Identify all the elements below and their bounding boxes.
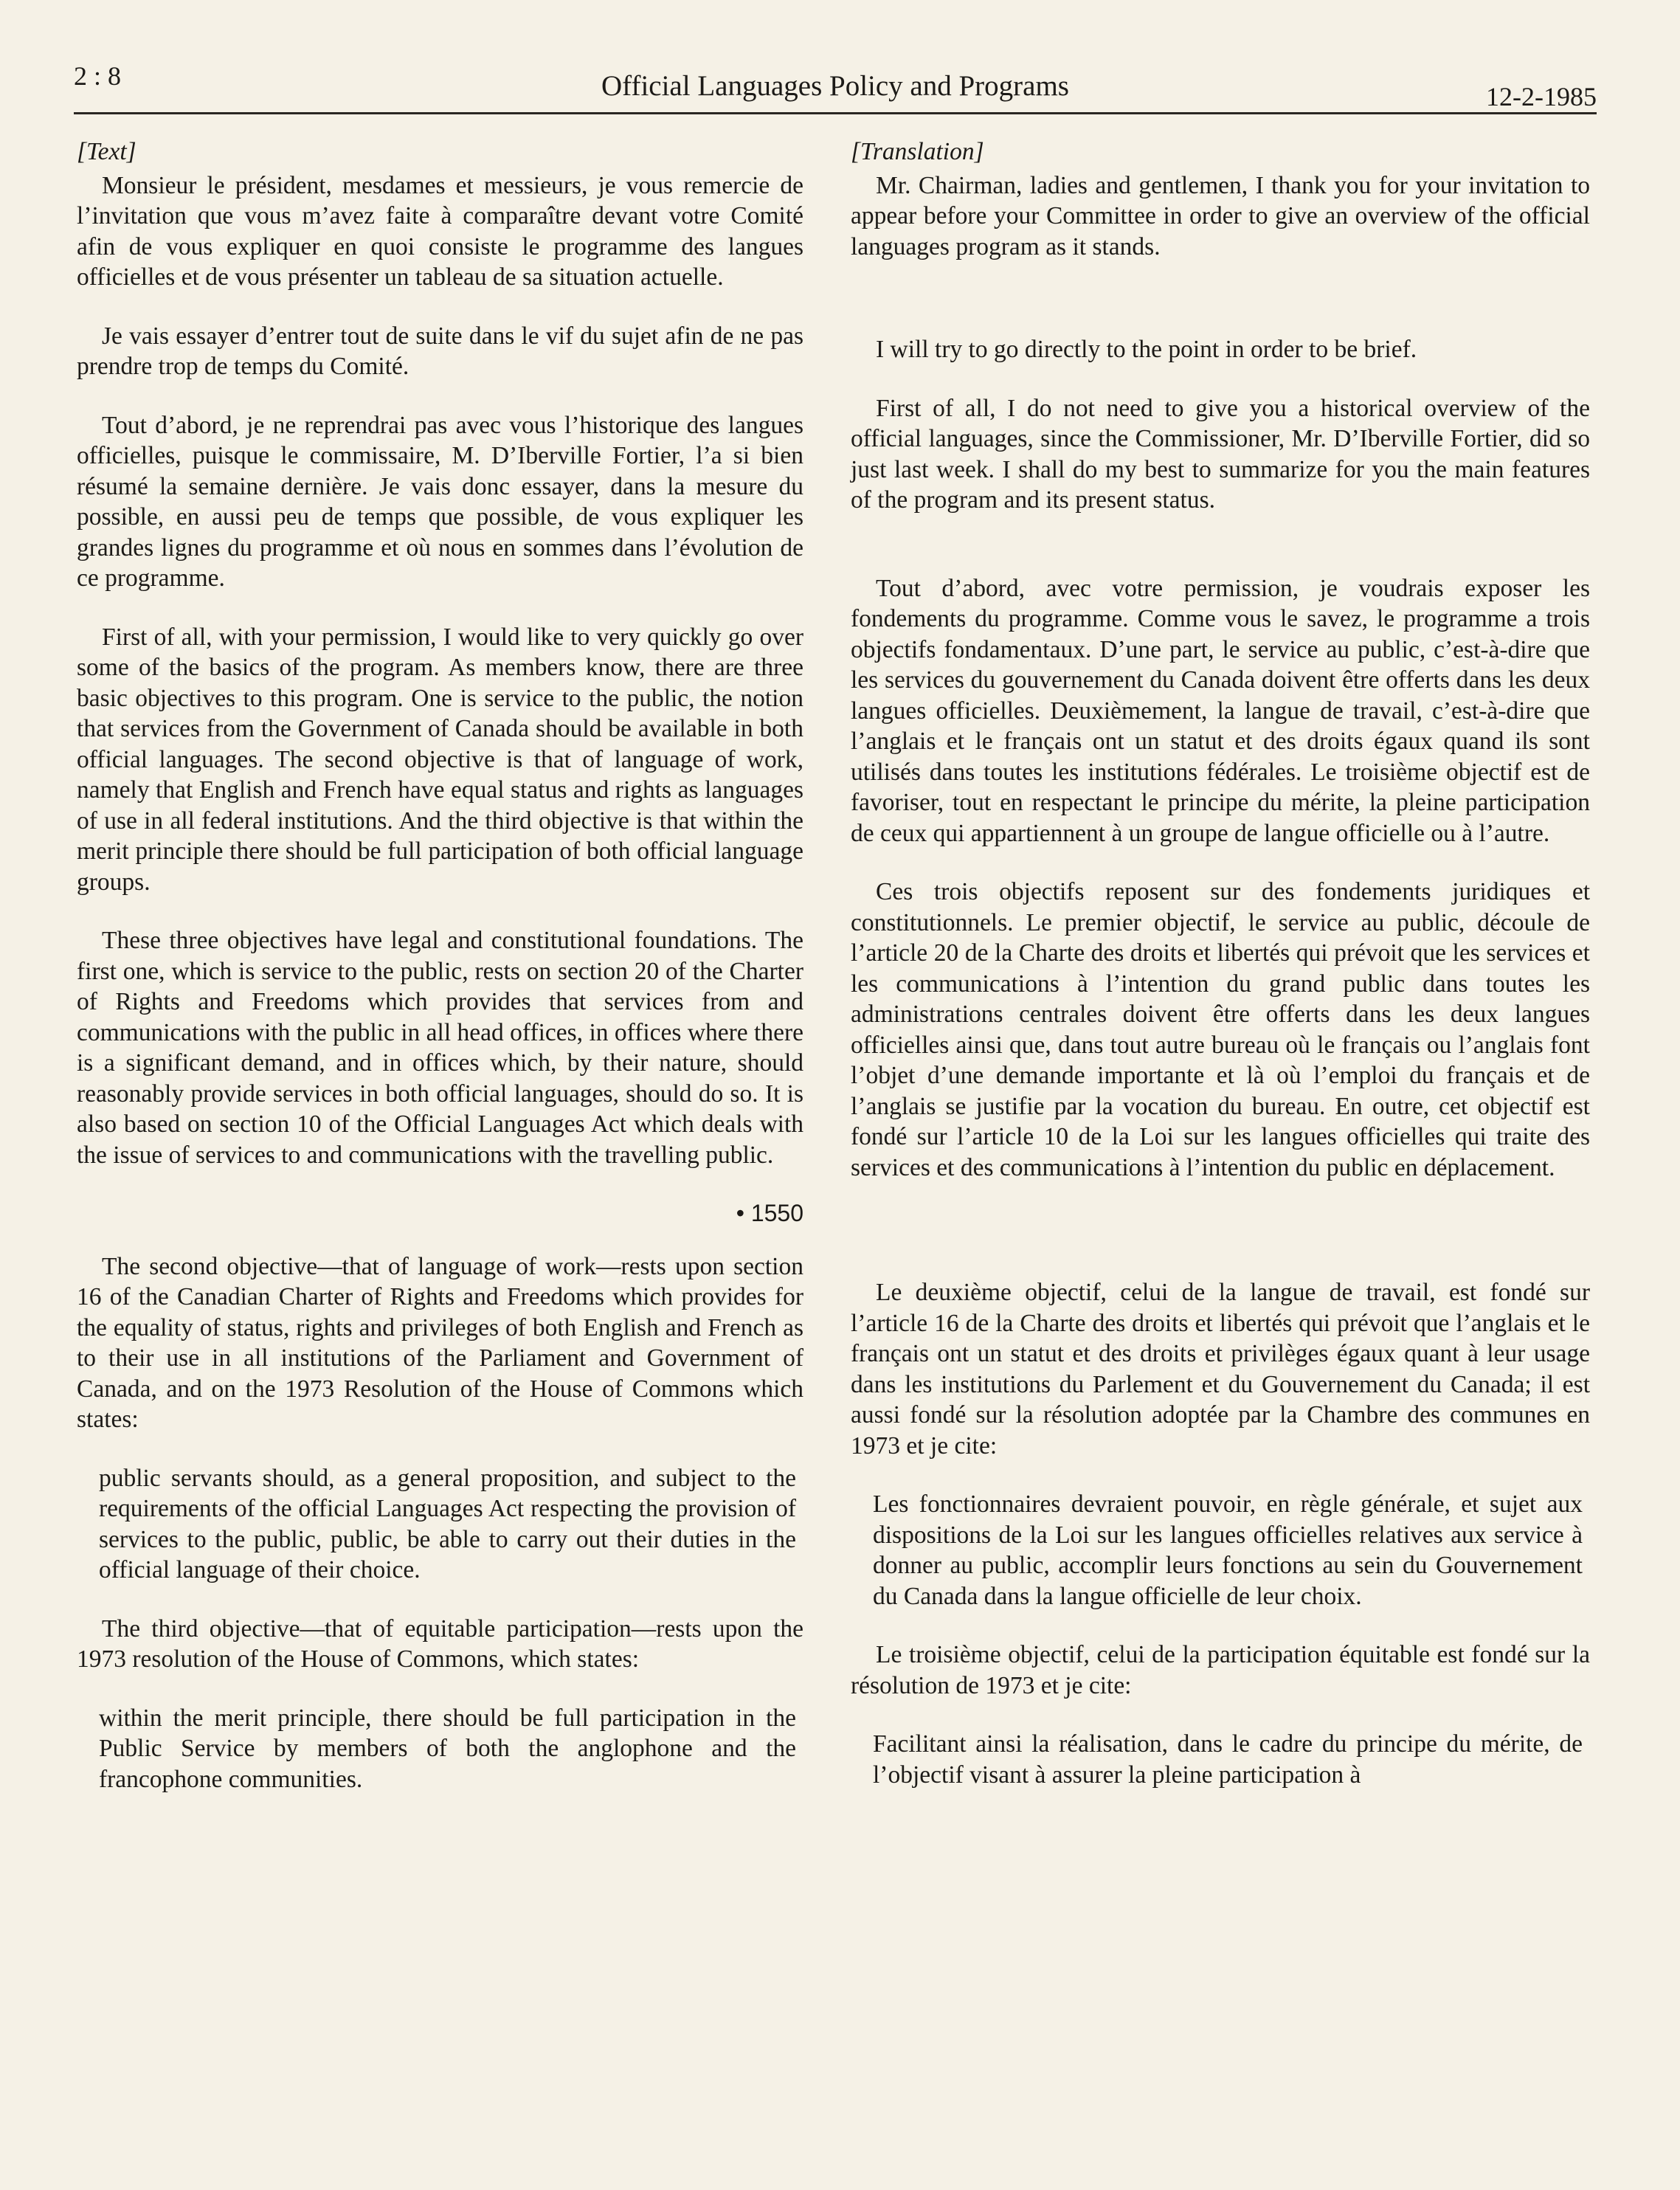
page-header	[74, 59, 1597, 114]
left-paragraph-3: Tout d’abord, je ne reprendrai pas avec vous l’historique des langues officielles, puisque le commissaire, M. D’Iberville Fortier, l’a si bien résumé la semaine dernière. Je vais donc essayer, dans la mesure du possible, en aussi peu de temps que possible, de vous expliquer les grandes lignes du programme et où nous en sommes dans l’évolution de ce programme.	[77, 411, 803, 592]
right-paragraph-3: First of all, I do not need to give you a historical overview of the official languages, since the Commissioner, Mr. D’Iberville Fortier, did so just last week. I shall do my best to summarize for you the main features of the program and its present status.	[851, 394, 1590, 514]
right-paragraph-1: Mr. Chairman, ladies and gentlemen, I thank you for your invitation to appear before your Committee in order to give an overview of the official languages program as it stands.	[851, 171, 1590, 260]
right-paragraph-7: Le troisième objectif, celui de la participation équitable est fondé sur la résolution de 1973 et je cite:	[851, 1641, 1590, 1699]
right-column-translation	[851, 137, 1590, 1818]
time-marker: • 1550	[736, 1200, 803, 1226]
left-quote-2: within the merit principle, there should be full participation in the Public Service by members of both the anglophone and the francophone communities.	[99, 1704, 796, 1793]
spacer	[851, 544, 1590, 573]
running-title: Official Languages Policy and Programs	[601, 70, 1069, 102]
right-quote-2: Facilitant ainsi la réalisation, dans le cadre du principe du mérite, de l’objectif visant à assurer la pleine participation à	[873, 1730, 1583, 1789]
header-rule	[74, 112, 1597, 114]
spacer	[851, 290, 1590, 334]
right-paragraph-2: I will try to go directly to the point in order to be brief.	[876, 336, 1417, 363]
text-tag: [Text]	[77, 138, 136, 165]
translation-tag: [Translation]	[851, 138, 984, 165]
left-quote-1: public servants should, as a general proposition, and subject to the requirements of the official Languages Act respecting the provision of services to the public, public, be able to carry out their duties in the official language of their choice.	[99, 1464, 796, 1583]
left-paragraph-4: First of all, with your permission, I would like to very quickly go over some of the basics of the program. As members know, there are three basic objectives to this program. One is service to the public, the notion that services from the Government of Canada should be available in both official languages. The second objective is that of language of work, namely that English and French have equal status and rights as languages of use in all federal institutions. And the third objective is that within the merit principle there should be full participation of both official language groups.	[77, 623, 803, 896]
left-paragraph-5: These three objectives have legal and constitutional foundations. The first one, which is service to the public, rests on section 20 of the Charter of Rights and Freedoms which provides that services from and communications with the public in all head offices, in offices where there is a significant demand, and in offices which, by their nature, should reasonably provide services in both official languages, should do so. It is also based on section 10 of the Official Languages Act which deals with the issue of services to and communications with the travelling public.	[77, 927, 803, 1169]
right-paragraph-6: Le deuxième objectif, celui de la langue de travail, est fondé sur l’article 16 de la Charte des droits et libertés qui prévoit que l’anglais et le français ont un statut et des droits et privilèges égaux quant à leur usage dans les institutions du Parlement et du Gouvernement du Canada; il est aussi fondé sur la résolution adoptée par la Chambre des communes en 1973 et je cite:	[851, 1279, 1590, 1460]
right-paragraph-5: Ces trois objectifs reposent sur des fondements juridiques et constitutionnels. Le premier objectif, le service au public, découle de l’article 20 de la Charte des droits et libertés qui prévoit que les services et les communications à l’intention du grand public dans toutes les administrations centrales doivent être offerts dans les deux langues officielles ainsi que, dans tout autre bureau où le français ou l’anglais font l’objet d’une demande importante et là où l’emploi du français et de l’anglais se justifie par la vocation du bureau. En outre, cet objectif est fondé sur l’article 10 de la Loi sur les langues officielles qui traite des services et des communications à l’intention du public en déplacement.	[851, 878, 1590, 1181]
right-quote-1: Les fonctionnaires devraient pouvoir, en règle générale, et sujet aux dispositions de la Loi sur les langues officielles relatives aux service à donner au public, accomplir leurs fonctions au sein du Gouvernement du Canada dans la langue officielle de leur choix.	[873, 1490, 1583, 1610]
left-paragraph-1: Monsieur le président, mesdames et messieurs, je vous remercie de l’invitation que vous m’avez faite à comparaître devant votre Comité afin de vous expliquer en quoi consiste le programme des langues officielles et de vous présenter un tableau de sa situation actuelle.	[77, 171, 803, 291]
left-paragraph-6: The second objective—that of language of work—rests upon section 16 of the Canadian Charter of Rights and Freedoms which provides for the equality of status, rights and privileges of both English and French as to their use in all institutions of the Parliament and Government of Canada, and on the 1973 Resolution of the House of Commons which states:	[77, 1252, 803, 1433]
header-date: 12-2-1985	[1486, 82, 1597, 111]
page-number: 2 : 8	[74, 61, 122, 91]
left-paragraph-7: The third objective—that of equitable participation—rests upon the 1973 resolution of the House of Commons, which states:	[77, 1614, 803, 1673]
left-paragraph-2: Je vais essayer d’entrer tout de suite dans le vif du sujet afin de ne pas prendre trop de temps du Comité.	[77, 322, 803, 380]
left-column-text	[77, 137, 803, 1823]
right-paragraph-4: Tout d’abord, avec votre permission, je voudrais exposer les fondements du programme. Comme vous le savez, le programme a trois objectifs fondamentaux. D’une part, le service au public, c’est-à-dire que les services du gouvernement du Canada doivent être offerts dans les deux langues officielles. Deuxièmement, la langue de travail, c’est-à-dire que l’anglais et le français ont un statut et des droits égaux quand ils sont utilisés dans toutes les institutions fédérales. Le troisième objectif est de favoriser, tout en respectant le principe du mérite, la pleine participation de ceux qui appartiennent à un groupe de langue officielle ou à l’autre.	[851, 574, 1590, 847]
spacer	[851, 1211, 1590, 1277]
